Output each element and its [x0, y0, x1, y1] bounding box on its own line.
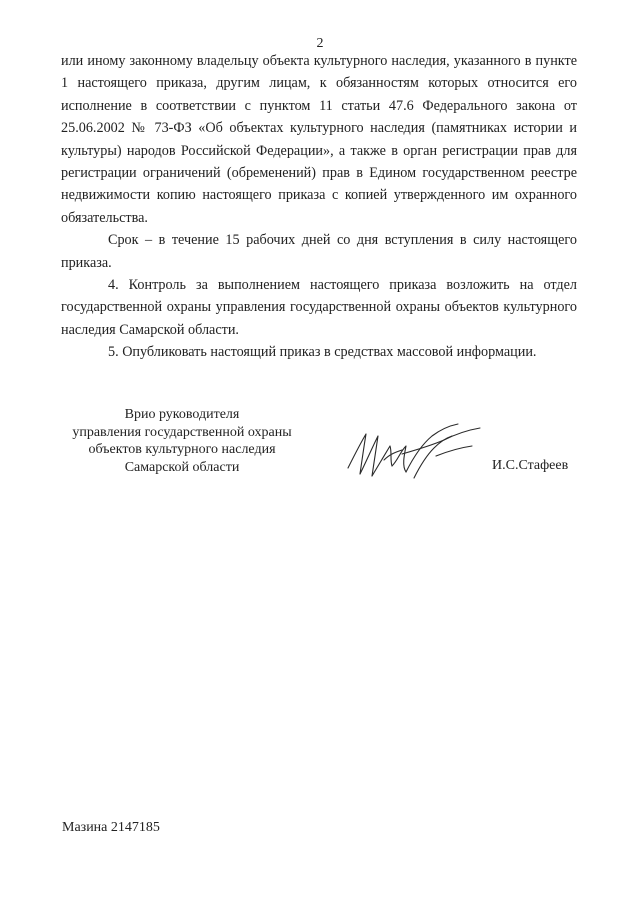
signature-block	[0, 406, 640, 486]
paragraph-continuation: или иному законному владельцу объекта культурного наследия, указанного в пункте 1 настоящего приказа, другим лицам, к обязанностям которых относится его исполнение в соответствии с пунктом 11 статьи 47.6 Федерального закона от 25.06.2002 № 73-ФЗ «Об объектах культурного наследия (памятниках истории и культуры) народов Российской Федерации», а также в орган регистрации прав для регистрации ограничений (обременений) прав в Едином государственном реестре недвижимости копию настоящего приказа с копией утвержденного им охранного обязательства.	[61, 53, 577, 226]
signer-name: И.С.Стафеев	[492, 458, 569, 473]
signatory-title-line: Самарской области	[124, 459, 240, 475]
handwritten-signature	[340, 416, 490, 486]
paragraph-item-4: 4. Контроль за выполнением настоящего приказа возложить на отдел государственной охраны управления государственной охраны объектов культурного наследия Самарской области.	[61, 277, 577, 338]
paragraph-item-5: 5. Опубликовать настоящий приказ в средствах массовой информации.	[108, 344, 537, 361]
signatory-title-line: объектов культурного наследия	[88, 442, 276, 457]
document-body	[61, 50, 577, 364]
signatory-title	[52, 406, 312, 476]
signatory-title-line: Врио руководителя	[124, 407, 240, 422]
paragraph-deadline: Срок – в течение 15 рабочих дней со дня вступления в силу настоящего приказа.	[61, 232, 577, 271]
page-number: 2	[316, 36, 324, 51]
executor-note: Мазина 2147185	[62, 820, 160, 835]
signatory-title-line: управления государственной охраны	[72, 424, 292, 440]
